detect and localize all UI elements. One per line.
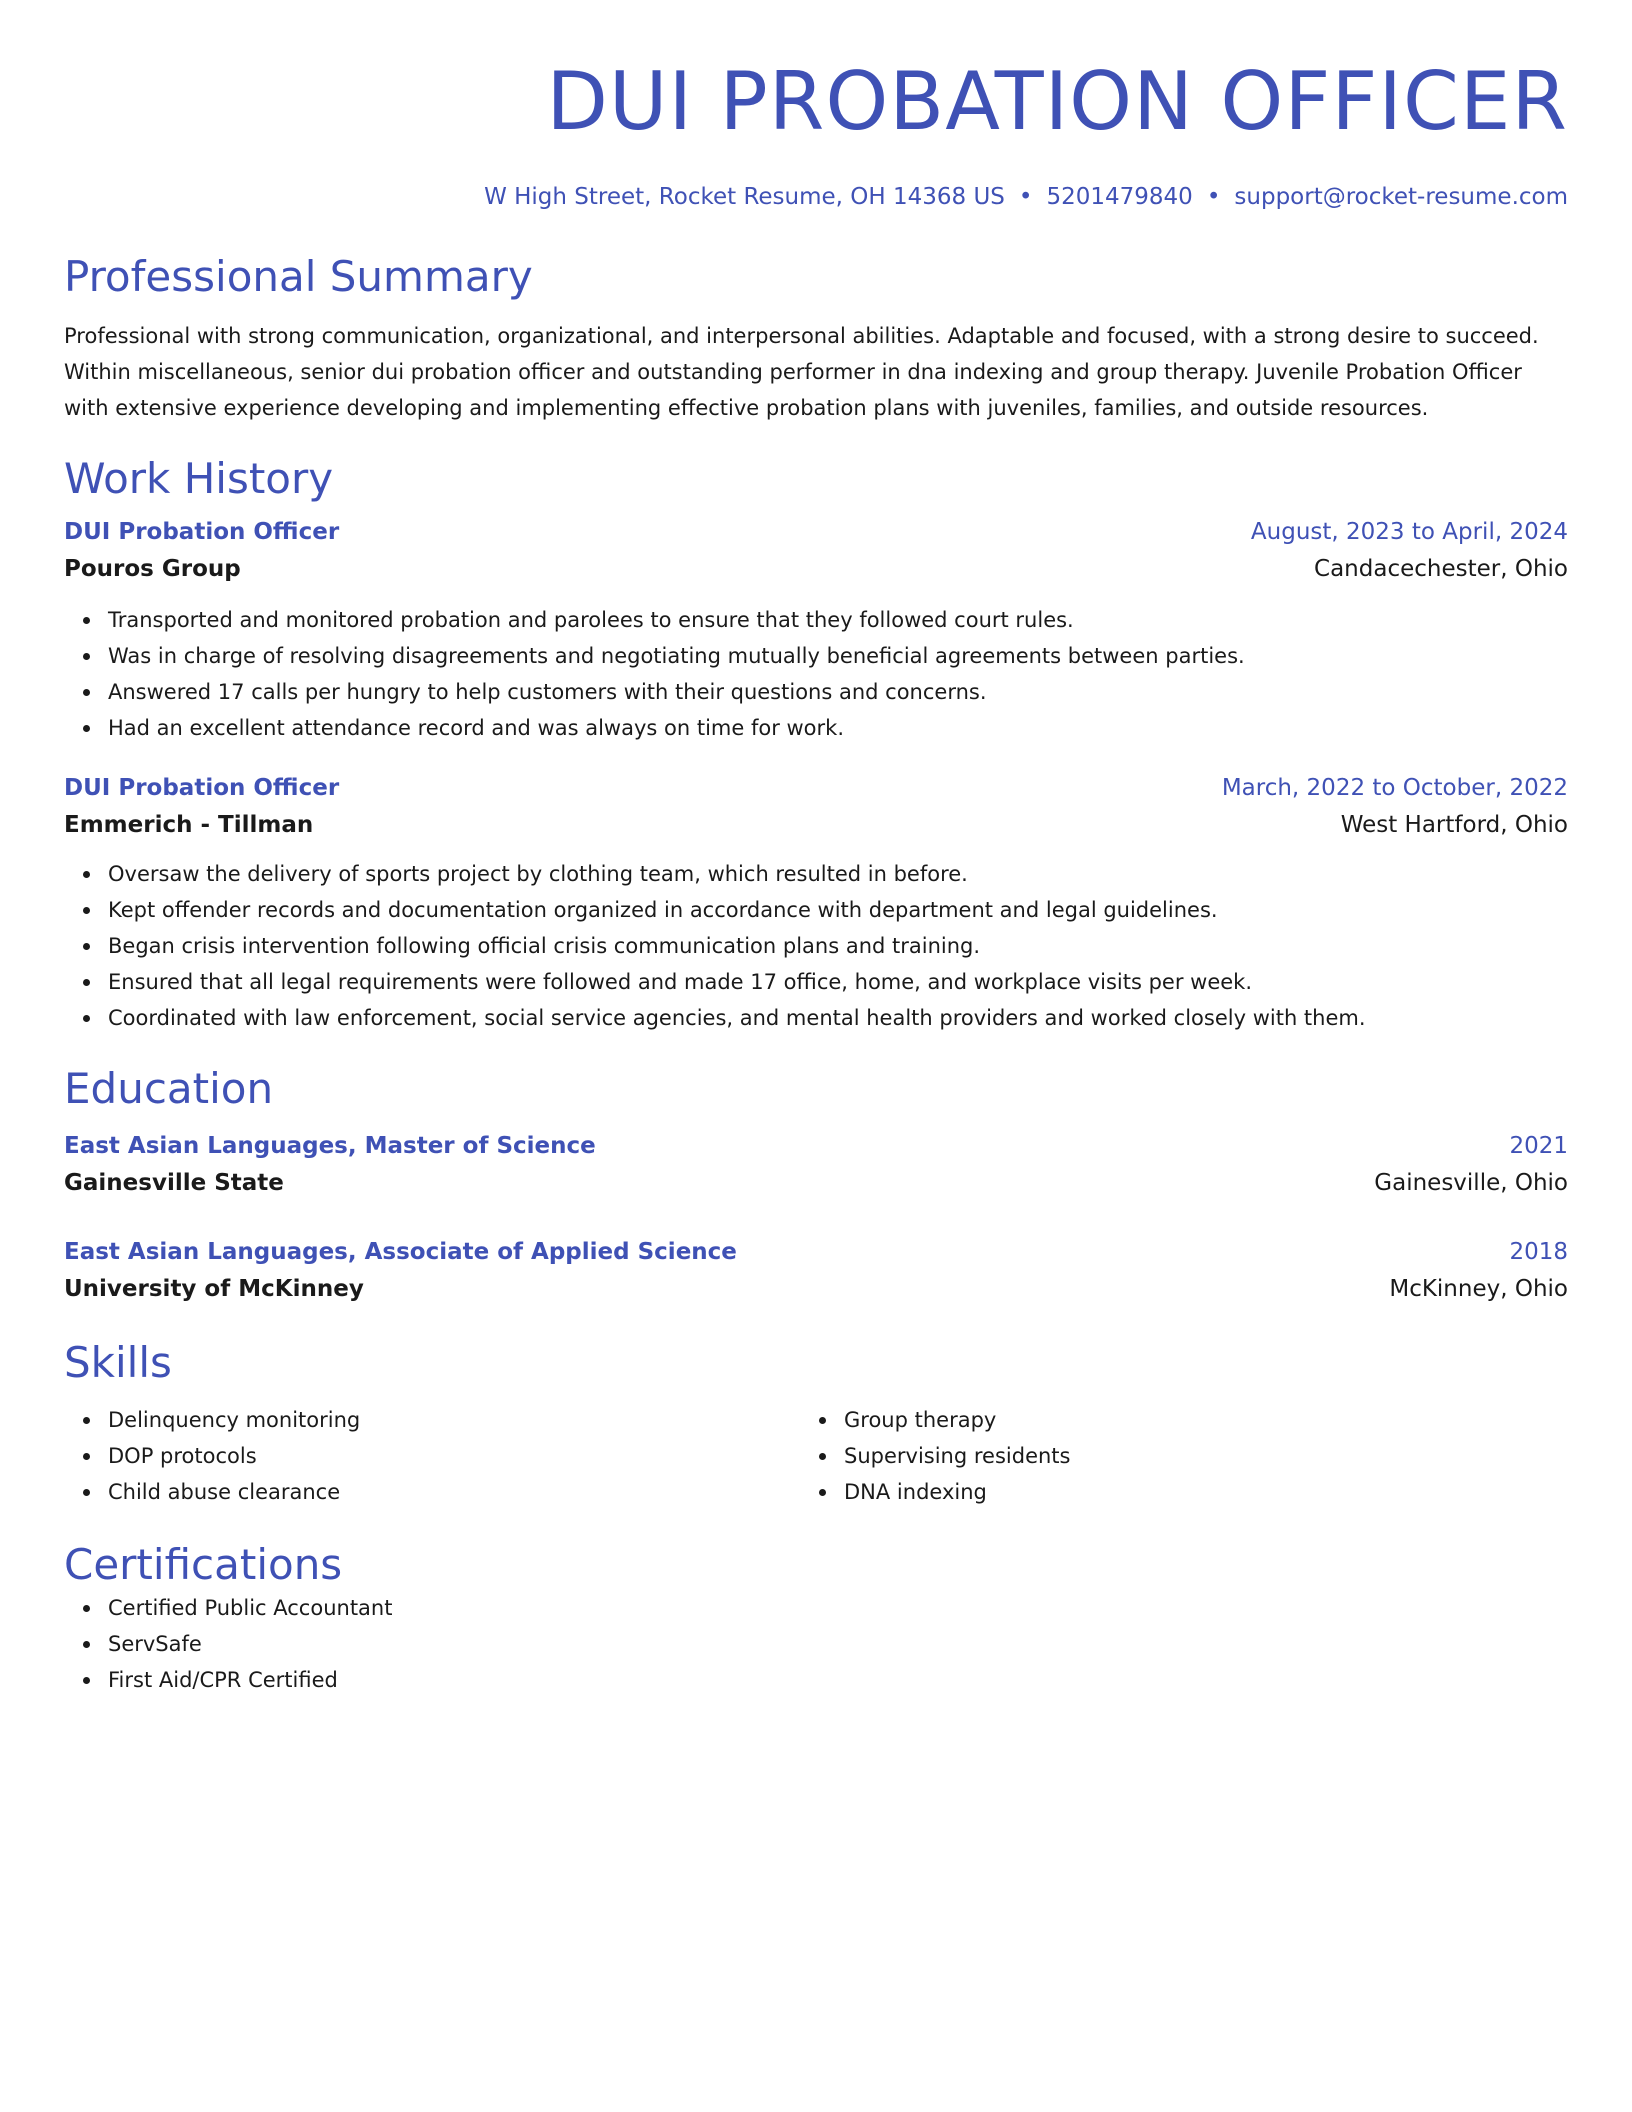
education-degree-row bbox=[64, 1128, 1568, 1164]
work-history-heading: Work History bbox=[64, 454, 334, 503]
job-duty: Began crisis intervention following official crisis communication plans and training. bbox=[108, 928, 1568, 964]
job-duty: Oversaw the delivery of sports project by clothing team, which resulted in before. bbox=[108, 856, 1568, 892]
candidate-name: DUI PROBATION OFFICER bbox=[546, 55, 1568, 148]
contact-phone: 5201479840 bbox=[1046, 184, 1193, 210]
certification-item: ServSafe bbox=[108, 1626, 1568, 1662]
education-location: McKinney, Ohio bbox=[1389, 1276, 1568, 1302]
job-company: Emmerich - Tillman bbox=[64, 812, 314, 838]
job-duties-list bbox=[64, 856, 1568, 1036]
skills-list bbox=[800, 1402, 1536, 1510]
job-entry bbox=[64, 770, 1568, 1036]
job-duty: Ensured that all legal requirements were followed and made 17 office, home, and workplace visits per week. bbox=[108, 964, 1568, 1000]
certifications-heading: Certifications bbox=[64, 1540, 343, 1589]
skills-grid bbox=[64, 1402, 1568, 1510]
education-year: 2021 bbox=[1509, 1133, 1568, 1159]
job-company: Pouros Group bbox=[64, 556, 241, 582]
education-school: Gainesville State bbox=[64, 1170, 284, 1196]
job-duty: Kept offender records and documentation organized in accordance with department and legal guidelines. bbox=[108, 892, 1568, 928]
contact-separator: • bbox=[1018, 184, 1033, 210]
education-entry bbox=[64, 1234, 1568, 1308]
job-entry bbox=[64, 514, 1568, 746]
job-dates: August, 2023 to April, 2024 bbox=[1250, 519, 1568, 545]
job-location: Candacechester, Ohio bbox=[1314, 556, 1568, 582]
job-duties-list bbox=[64, 602, 1568, 746]
summary-heading: Professional Summary bbox=[64, 252, 533, 301]
skill-item: Supervising residents bbox=[844, 1438, 1536, 1474]
job-title: DUI Probation Officer bbox=[64, 519, 340, 545]
education-heading: Education bbox=[64, 1064, 274, 1113]
skill-item: DOP protocols bbox=[108, 1438, 800, 1474]
job-duty: Was in charge of resolving disagreements and negotiating mutually beneficial agreements between parties. bbox=[108, 638, 1568, 674]
skill-item: Child abuse clearance bbox=[108, 1474, 800, 1510]
job-company-row bbox=[64, 550, 1568, 588]
education-degree: East Asian Languages, Associate of Applied Science bbox=[64, 1239, 737, 1265]
certifications-list bbox=[64, 1590, 1568, 1698]
certification-item: First Aid/CPR Certified bbox=[108, 1662, 1568, 1698]
contact-email: support@rocket-resume.com bbox=[1234, 184, 1568, 210]
job-duty: Had an excellent attendance record and was always on time for work. bbox=[108, 710, 1568, 746]
job-duty: Transported and monitored probation and parolees to ensure that they followed court rules. bbox=[108, 602, 1568, 638]
contact-address: W High Street, Rocket Resume, OH 14368 US bbox=[484, 184, 1005, 210]
job-duty: Answered 17 calls per hungry to help customers with their questions and concerns. bbox=[108, 674, 1568, 710]
skill-item: DNA indexing bbox=[844, 1474, 1536, 1510]
job-location: West Hartford, Ohio bbox=[1340, 812, 1568, 838]
job-company-row bbox=[64, 806, 1568, 844]
skill-item: Delinquency monitoring bbox=[108, 1402, 800, 1438]
education-entry bbox=[64, 1128, 1568, 1202]
job-title-row bbox=[64, 770, 1568, 806]
skills-list bbox=[64, 1402, 800, 1510]
skills-heading: Skills bbox=[64, 1338, 172, 1387]
job-title: DUI Probation Officer bbox=[64, 775, 340, 801]
contact-line bbox=[64, 182, 1568, 212]
contact-separator: • bbox=[1206, 184, 1221, 210]
job-title-row bbox=[64, 514, 1568, 550]
summary-text: Professional with strong communication, organizational, and interpersonal abilities. Adaptable and focused, with a strong desire to succeed. Within miscellaneous, senior dui probation officer and outstanding performer in dna indexing and group therapy. Juvenile Probation Officer with extensive experience developing and implementing effective probation plans with juveniles, families, and outside resources. bbox=[64, 324, 1539, 420]
certification-item: Certified Public Accountant bbox=[108, 1590, 1568, 1626]
job-dates: March, 2022 to October, 2022 bbox=[1221, 775, 1568, 801]
education-degree-row bbox=[64, 1234, 1568, 1270]
education-degree: East Asian Languages, Master of Science bbox=[64, 1133, 596, 1159]
job-duty: Coordinated with law enforcement, social service agencies, and mental health providers and worked closely with them. bbox=[108, 1000, 1568, 1036]
education-school-row bbox=[64, 1164, 1568, 1202]
skills-column-right bbox=[800, 1402, 1536, 1510]
education-school-row bbox=[64, 1270, 1568, 1308]
skill-item: Group therapy bbox=[844, 1402, 1536, 1438]
education-year: 2018 bbox=[1509, 1239, 1568, 1265]
education-school: University of McKinney bbox=[64, 1276, 364, 1302]
education-location: Gainesville, Ohio bbox=[1374, 1170, 1568, 1196]
skills-column-left bbox=[64, 1402, 800, 1510]
